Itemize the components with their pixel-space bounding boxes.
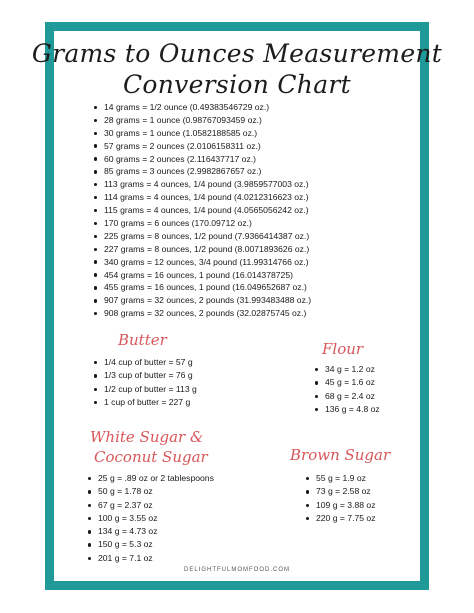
list-item: 68 g = 2.4 oz (314, 390, 380, 403)
list-item: 85 grams = 3 ounces (2.9982867657 oz.) (93, 165, 311, 178)
list-item: 220 g = 7.75 oz (305, 512, 376, 525)
list-item: 340 grams = 12 ounces, 3/4 pound (11.99314766 oz.) (93, 256, 311, 269)
list-item: 454 grams = 16 ounces, 1 pound (16.014378725) (93, 269, 311, 282)
brown-sugar-list (305, 472, 376, 525)
list-item: 45 g = 1.6 oz (314, 376, 380, 389)
list-item: 225 grams = 8 ounces, 1/2 pound (7.9366414387 oz.) (93, 230, 311, 243)
list-item: 114 grams = 4 ounces, 1/4 pound (4.0212316623 oz.) (93, 191, 311, 204)
grams-to-ounces-list (93, 101, 311, 320)
flour-heading: Flour (322, 340, 364, 358)
butter-heading: Butter (118, 331, 167, 349)
list-item: 170 grams = 6 ounces (170.09712 oz.) (93, 217, 311, 230)
list-item: 907 grams = 32 ounces, 2 pounds (31.993483488 oz.) (93, 294, 311, 307)
list-item: 455 grams = 16 ounces, 1 pound (16.049652687 oz.) (93, 281, 311, 294)
list-item: 1/4 cup of butter = 57 g (93, 356, 197, 369)
page-title-line1: Grams to Ounces Measurement (31, 39, 443, 68)
list-item: 57 grams = 2 ounces (2.0106158311 oz.) (93, 140, 311, 153)
flour-list (314, 363, 380, 416)
list-item: 55 g = 1.9 oz (305, 472, 376, 485)
list-item: 227 grams = 8 ounces, 1/2 pound (8.0071893626 oz.) (93, 243, 311, 256)
list-item: 908 grams = 32 ounces, 2 pounds (32.02875745 oz.) (93, 307, 311, 320)
footer-site-url: DELIGHTFULMOMFOOD.COM (184, 567, 290, 573)
list-item: 109 g = 3.88 oz (305, 499, 376, 512)
list-item: 201 g = 7.1 oz (87, 552, 214, 565)
list-item: 28 grams = 1 ounce (0.98767093459 oz.) (93, 114, 311, 127)
list-item: 30 grams = 1 ounce (1.0582188585 oz.) (93, 127, 311, 140)
list-item: 150 g = 5.3 oz (87, 538, 214, 551)
list-item: 25 g = .89 oz or 2 tablespoons (87, 472, 214, 485)
brown-sugar-heading: Brown Sugar (290, 446, 391, 464)
list-item: 134 g = 4.73 oz (87, 525, 214, 538)
list-item: 67 g = 2.37 oz (87, 499, 214, 512)
butter-list (93, 356, 197, 409)
list-item: 73 g = 2.58 oz (305, 485, 376, 498)
white-sugar-list (87, 472, 214, 565)
list-item: 100 g = 3.55 oz (87, 512, 214, 525)
list-item: 60 grams = 2 ounces (2.116437717 oz.) (93, 153, 311, 166)
list-item: 115 grams = 4 ounces, 1/4 pound (4.0565056242 oz.) (93, 204, 311, 217)
white-sugar-heading-line2: Coconut Sugar (94, 448, 208, 466)
list-item: 50 g = 1.78 oz (87, 485, 214, 498)
list-item: 1 cup of butter = 227 g (93, 396, 197, 409)
list-item: 136 g = 4.8 oz (314, 403, 380, 416)
list-item: 34 g = 1.2 oz (314, 363, 380, 376)
list-item: 1/3 cup of butter = 76 g (93, 369, 197, 382)
list-item: 14 grams = 1/2 ounce (0.49383546729 oz.) (93, 101, 311, 114)
list-item: 1/2 cup of butter = 113 g (93, 383, 197, 396)
page-title-line2: Conversion Chart (122, 70, 351, 99)
white-sugar-heading-line1: White Sugar & (90, 428, 204, 446)
list-item: 113 grams = 4 ounces, 1/4 pound (3.9859577003 oz.) (93, 178, 311, 191)
